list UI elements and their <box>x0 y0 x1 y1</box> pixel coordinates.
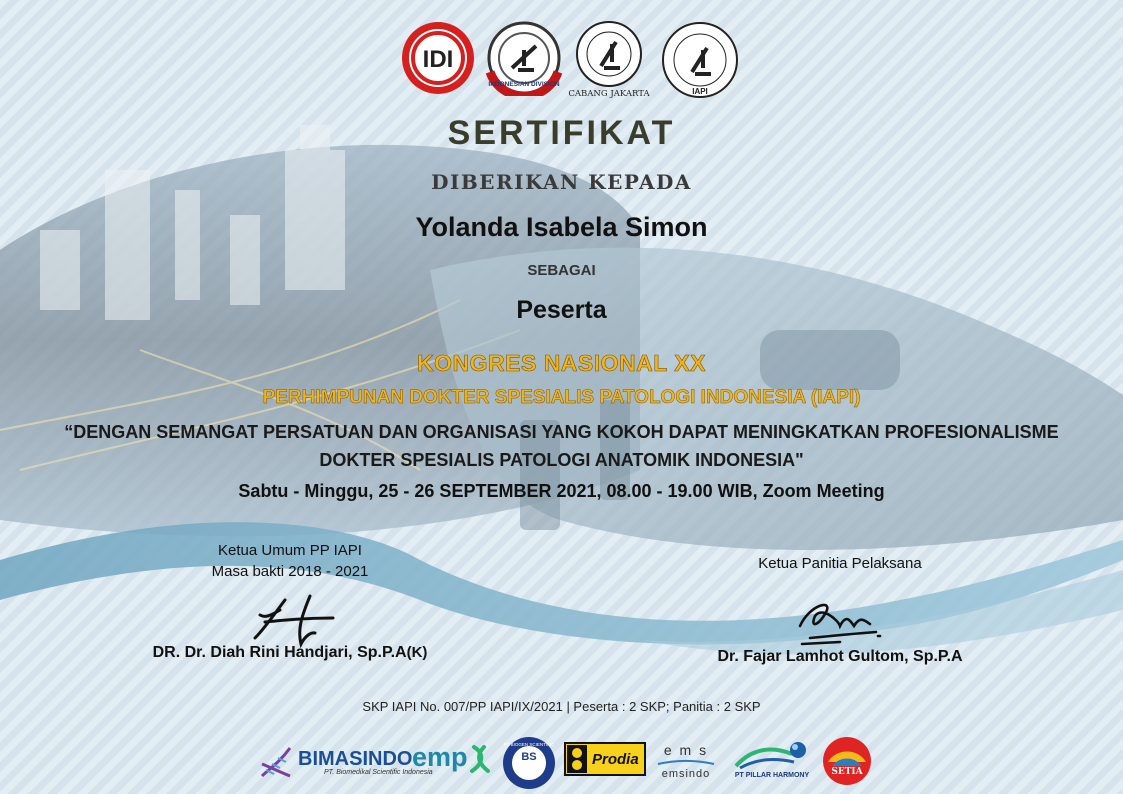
emp-text: emp <box>412 742 468 772</box>
svg-text:PT BIOGEN SCIENTIFIC: PT BIOGEN SCIENTIFIC <box>503 742 555 747</box>
left-signatory-position-2: Masa bakti 2018 - 2021 <box>211 563 369 580</box>
prodia-mark-icon <box>566 744 588 774</box>
event-date: Sabtu - Minggu, 25 - 26 SEPTEMBER 2021, 08.00 - 19.00 WIB, Zoom Meeting <box>238 481 885 501</box>
left-signatory-name <box>150 644 430 662</box>
skp-info: SKP IAPI No. 007/PP IAPI/IX/2021 | Peserta : 2 SKP; Panitia : 2 SKP <box>362 699 761 714</box>
certificate-title: SERTIFIKAT <box>447 114 676 152</box>
pillar-harmony-text: PT PILLAR HARMONY <box>734 772 810 779</box>
left-signature-icon <box>235 588 345 648</box>
left-signatory-position-1: Ketua Umum PP IAPI <box>218 542 362 559</box>
event-theme-line-2: DOKTER SPESIALIS PATOLOGI ANATOMIK INDONESIA" <box>319 450 804 470</box>
right-signatory <box>690 553 990 666</box>
iapi-logo-icon <box>660 20 740 105</box>
biogen-logo-icon <box>502 736 556 790</box>
sponsor-pillar-harmony <box>732 738 812 779</box>
bimasindo-subtext: PT. Biomedikal Scientific Indonesia <box>324 768 433 776</box>
ems-swoosh-icon <box>656 758 716 768</box>
right-signature-icon <box>780 586 900 652</box>
right-signatory-position: Ketua Panitia Pelaksana <box>758 555 922 572</box>
sponsor-emp <box>412 742 492 773</box>
svg-text:INDONESIAN DIVISION: INDONESIAN DIVISION <box>488 81 560 88</box>
right-signatory-name: Dr. Fajar Lamhot Gultom, Sp.P.A <box>717 648 963 665</box>
event-title: KONGRES NASIONAL XX <box>417 350 706 376</box>
emp-ribbon-icon <box>468 743 492 773</box>
recipient-role: Peserta <box>516 296 607 324</box>
svg-text:IAPI: IAPI <box>692 87 708 96</box>
iap-indonesian-division-logo-icon <box>484 20 566 101</box>
dna-icon <box>256 742 296 782</box>
recipient-name: Yolanda Isabela Simon <box>415 212 708 242</box>
sponsor-biogen <box>502 736 556 790</box>
svg-text:SETIA: SETIA <box>831 767 863 777</box>
left-signatory-name-text: DR. Dr. Diah Rini Handjari, Sp.P.A <box>152 644 407 661</box>
bimasindo-text: BIMASINDO <box>298 747 413 770</box>
event-theme-line-1: “DENGAN SEMANGAT PERSATUAN DAN ORGANISASI YANG KOKOH DAPAT MENINGKATKAN PROFESIONALISME <box>64 422 1059 442</box>
svg-text:CABANG JAKARTA: CABANG JAKARTA <box>568 89 650 98</box>
organization-name: PERHIMPUNAN DOKTER SPESIALIS PATOLOGI INDONESIA (IAPI) <box>262 387 861 408</box>
left-signatory <box>150 540 430 662</box>
prodia-text: Prodia <box>592 750 639 768</box>
sponsor-bimasindo <box>256 742 433 782</box>
left-signatory-suffix: (K) <box>406 644 428 661</box>
svg-text:BS: BS <box>521 751 537 763</box>
pillar-harmony-logo-icon <box>732 738 812 772</box>
sponsor-ems <box>656 742 716 780</box>
sponsor-setia <box>822 736 872 786</box>
given-to-label: DIBERIKAN KEPADA <box>431 170 692 194</box>
setia-logo-icon <box>822 736 872 786</box>
ems-text: e m s <box>663 742 709 758</box>
svg-text:IDI: IDI <box>422 46 454 73</box>
sponsor-prodia <box>564 742 646 776</box>
as-label: SEBAGAI <box>527 262 596 279</box>
emsindo-text: emsindo <box>661 768 711 780</box>
idi-logo-icon <box>400 20 476 101</box>
iapi-cabang-jakarta-logo-icon <box>568 20 650 103</box>
